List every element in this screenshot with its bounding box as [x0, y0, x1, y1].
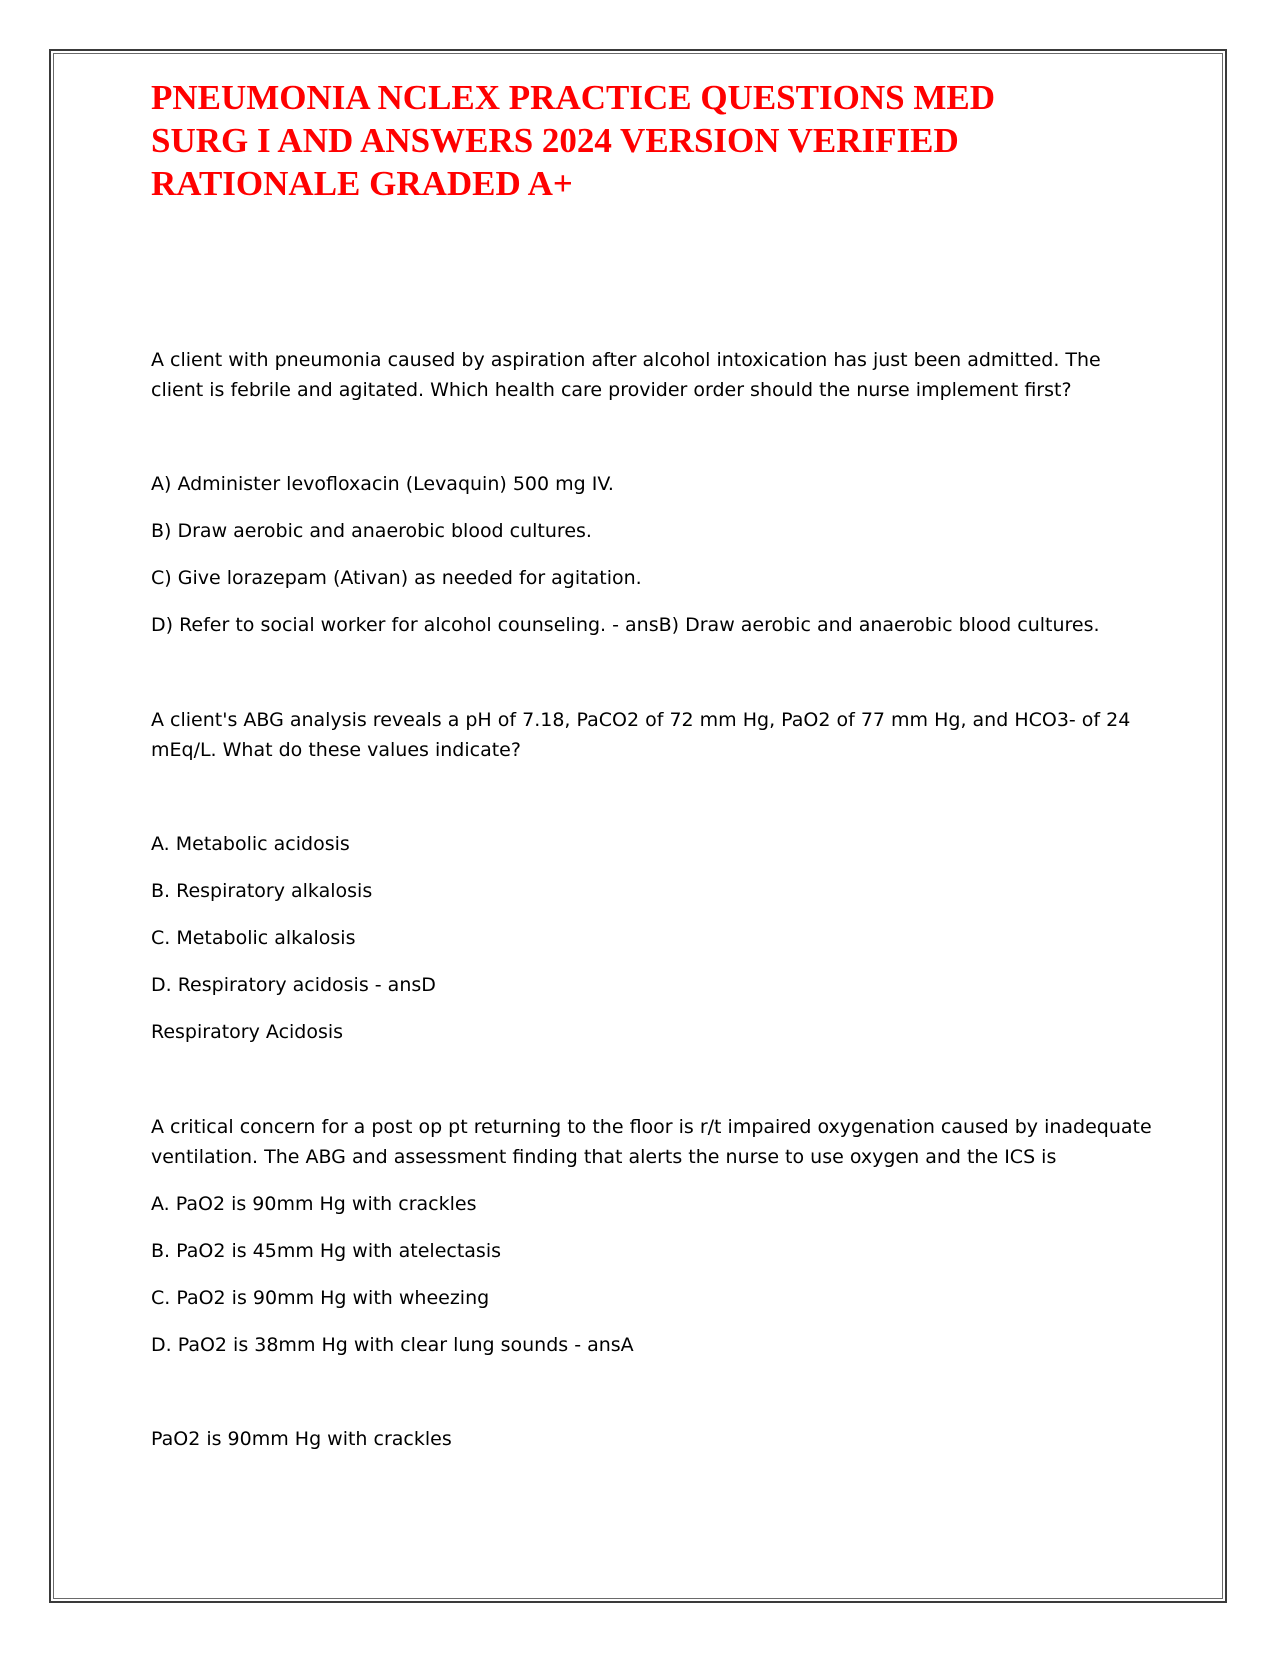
question-3-stem-line-2: ventilation. The ABG and assessment finding that alerts the nurse to use oxygen and the ICS is: [151, 1146, 1057, 1168]
question-2-rationale: Respiratory Acidosis: [151, 1021, 344, 1043]
question-1-option-a: A) Administer levofloxacin (Levaquin) 500 mg IV.: [151, 473, 614, 495]
question-2-option-d-answer: D. Respiratory acidosis - ansD: [151, 974, 436, 996]
question-1-stem-line-1: A client with pneumonia caused by aspiration after alcohol intoxication has just been admitted. The: [151, 349, 1101, 371]
page-border-inner: [53, 53, 1223, 1599]
question-3-option-a: A. PaO2 is 90mm Hg with crackles: [151, 1193, 477, 1215]
question-3-option-d-answer: D. PaO2 is 38mm Hg with clear lung sounds - ansA: [151, 1334, 634, 1356]
question-1-stem-line-2: client is febrile and agitated. Which health care provider order should the nurse implement first?: [151, 379, 1072, 401]
question-2-option-c: C. Metabolic alkalosis: [151, 927, 356, 949]
question-1-option-b: B) Draw aerobic and anaerobic blood cultures.: [151, 520, 592, 542]
question-3-option-c: C. PaO2 is 90mm Hg with wheezing: [151, 1287, 490, 1309]
title-line-1: PNEUMONIA NCLEX PRACTICE QUESTIONS MED: [151, 78, 995, 117]
question-2-stem-line-2: mEq/L. What do these values indicate?: [151, 739, 521, 761]
question-2-option-b: B. Respiratory alkalosis: [151, 880, 373, 902]
question-3-option-b: B. PaO2 is 45mm Hg with atelectasis: [151, 1240, 501, 1262]
question-1-option-c: C) Give lorazepam (Ativan) as needed for agitation.: [151, 567, 642, 589]
question-3-rationale: PaO2 is 90mm Hg with crackles: [151, 1428, 452, 1450]
question-2-option-a: A. Metabolic acidosis: [151, 833, 350, 855]
title-line-2: SURG I AND ANSWERS 2024 VERSION VERIFIED: [151, 121, 959, 160]
question-2-stem-line-1: A client's ABG analysis reveals a pH of 7.18, PaCO2 of 72 mm Hg, PaO2 of 77 mm Hg, and HCO3- of 24: [151, 709, 1131, 731]
document-title: [151, 76, 1111, 205]
title-line-3: RATIONALE GRADED A+: [151, 164, 573, 203]
question-1-option-d-answer: D) Refer to social worker for alcohol counseling. - ansB) Draw aerobic and anaerobic blood cultures.: [151, 614, 1100, 636]
question-3-stem-line-1: A critical concern for a post op pt returning to the floor is r/t impaired oxygenation caused by inadequate: [151, 1116, 1152, 1138]
